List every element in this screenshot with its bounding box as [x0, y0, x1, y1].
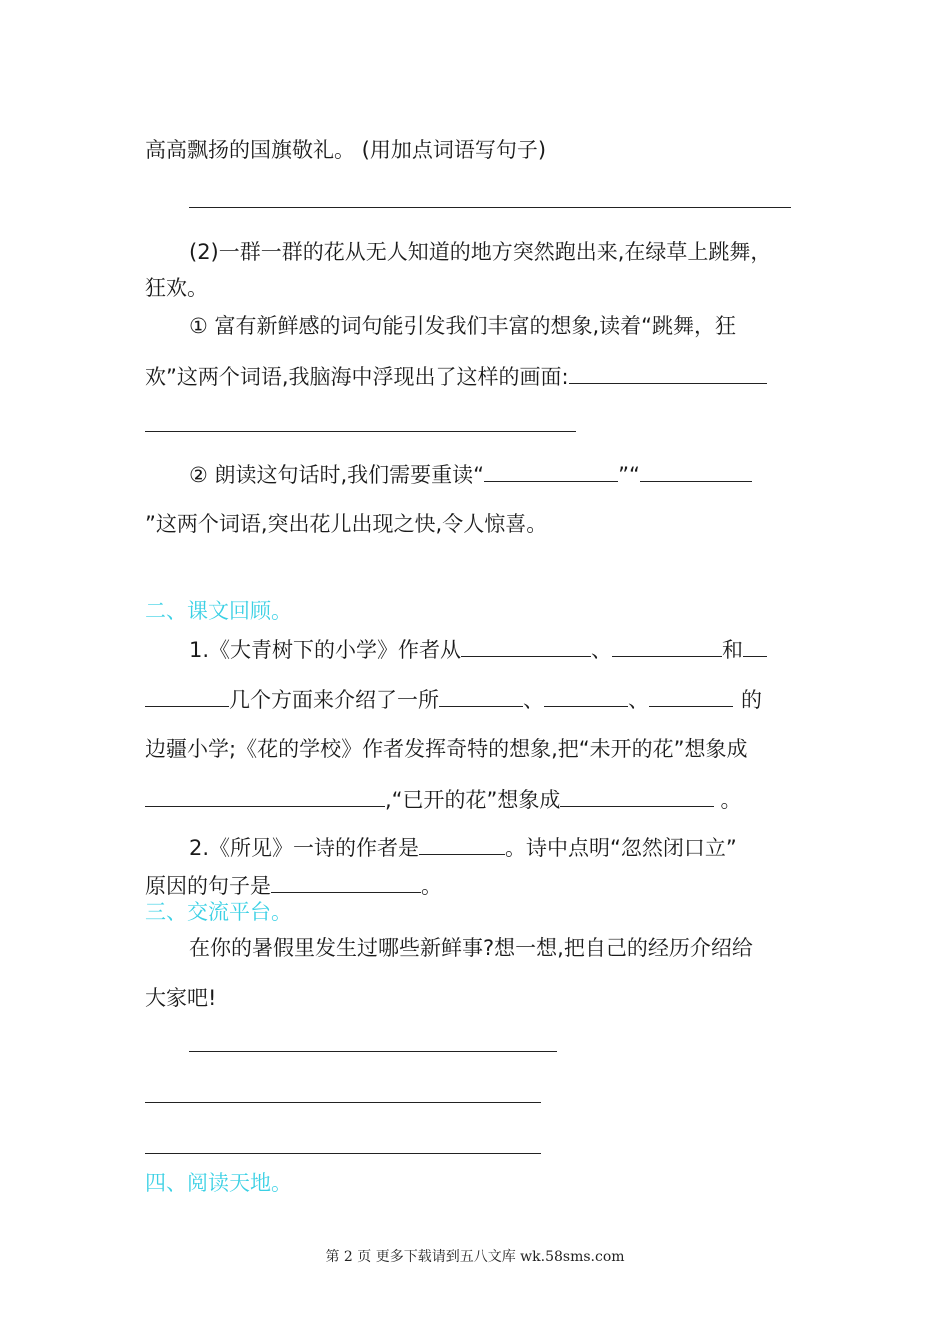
- answer-line[interactable]: [145, 1153, 541, 1154]
- sep: 、: [523, 688, 544, 712]
- answer-line[interactable]: [189, 1051, 557, 1052]
- q2-1-text: 欢”这两个词语,我脑海中浮现出了这样的画面:: [145, 365, 569, 389]
- s2-q1-text4: ,“已开的花”想象成: [385, 788, 561, 812]
- q2-2-quotes: ”“: [618, 463, 640, 487]
- s2-q2-text2: 原因的句子是: [145, 874, 271, 898]
- period: 。: [720, 788, 742, 812]
- answer-line[interactable]: [145, 431, 576, 432]
- period: 。: [421, 874, 442, 898]
- s3-prompt-cont: 大家吧!: [145, 986, 217, 1010]
- answer-blank[interactable]: [560, 786, 714, 807]
- q2-2-prompt-cont: ”这两个词语,突出花儿出现之快,令人惊喜。: [145, 512, 548, 536]
- de-text: 的: [741, 688, 762, 712]
- answer-blank[interactable]: [544, 686, 628, 707]
- s2-q1-line2: [145, 686, 762, 713]
- q2-2-text: ② 朗读这句话时,我们需要重读“: [189, 463, 485, 487]
- answer-blank[interactable]: [743, 636, 767, 657]
- s2-q2-line1: [189, 834, 737, 861]
- answer-blank[interactable]: [439, 686, 523, 707]
- answer-line[interactable]: [189, 207, 791, 208]
- sep: 、: [628, 688, 649, 712]
- answer-blank[interactable]: [649, 686, 733, 707]
- answer-blank[interactable]: [145, 686, 229, 707]
- answer-blank[interactable]: [461, 636, 591, 657]
- s2-q1-line3: 边疆小学;《花的学校》作者发挥奇特的想象,把“未开的花”想象成: [145, 737, 748, 761]
- answer-blank[interactable]: [612, 636, 722, 657]
- s2-q2-mid: 。诗中点明“忽然闭口立”: [505, 836, 737, 860]
- q2-sentence: (2)一群一群的花从无人知道的地方突然跑出来,在绿草上跳舞，: [189, 240, 772, 264]
- answer-blank[interactable]: [271, 872, 421, 893]
- answer-blank[interactable]: [419, 834, 505, 855]
- and-text: 和: [722, 638, 744, 662]
- s2-q1-text: 1.《大青树下的小学》作者从: [189, 638, 462, 662]
- s2-q2-text: 2.《所见》一诗的作者是: [189, 836, 420, 860]
- sep: 、: [591, 638, 613, 662]
- section-4-title: 四、阅读天地。: [145, 1171, 292, 1195]
- answer-blank[interactable]: [569, 363, 767, 384]
- q2-2-prompt: [189, 461, 752, 488]
- answer-blank[interactable]: [640, 461, 752, 482]
- section-3-title: 三、交流平台。: [145, 900, 292, 924]
- s2-q2-line2: [145, 872, 442, 899]
- s2-q1-text2: 几个方面来介绍了一所: [229, 688, 439, 712]
- q2-1-prompt-cont: [145, 363, 767, 390]
- section-2-title: 二、课文回顾。: [145, 599, 292, 623]
- answer-blank[interactable]: [145, 786, 385, 807]
- answer-blank[interactable]: [484, 461, 618, 482]
- s2-q1-line4: [145, 786, 741, 813]
- s3-prompt: 在你的暑假里发生过哪些新鲜事?想一想,把自己的经历介绍给: [189, 936, 753, 960]
- q2-sentence-cont: 狂欢。: [145, 276, 208, 300]
- q1-tail: 高高飘扬的国旗敬礼。 (用加点词语写句子): [145, 138, 547, 162]
- answer-line[interactable]: [145, 1102, 541, 1103]
- q2-1-prompt: ① 富有新鲜感的词句能引发我们丰富的想象,读着“跳舞，狂: [189, 314, 737, 338]
- page-footer: 第 2 页 更多下载请到五八文库 wk.58sms.com: [325, 1249, 625, 1265]
- s2-q1-line1: [189, 636, 767, 663]
